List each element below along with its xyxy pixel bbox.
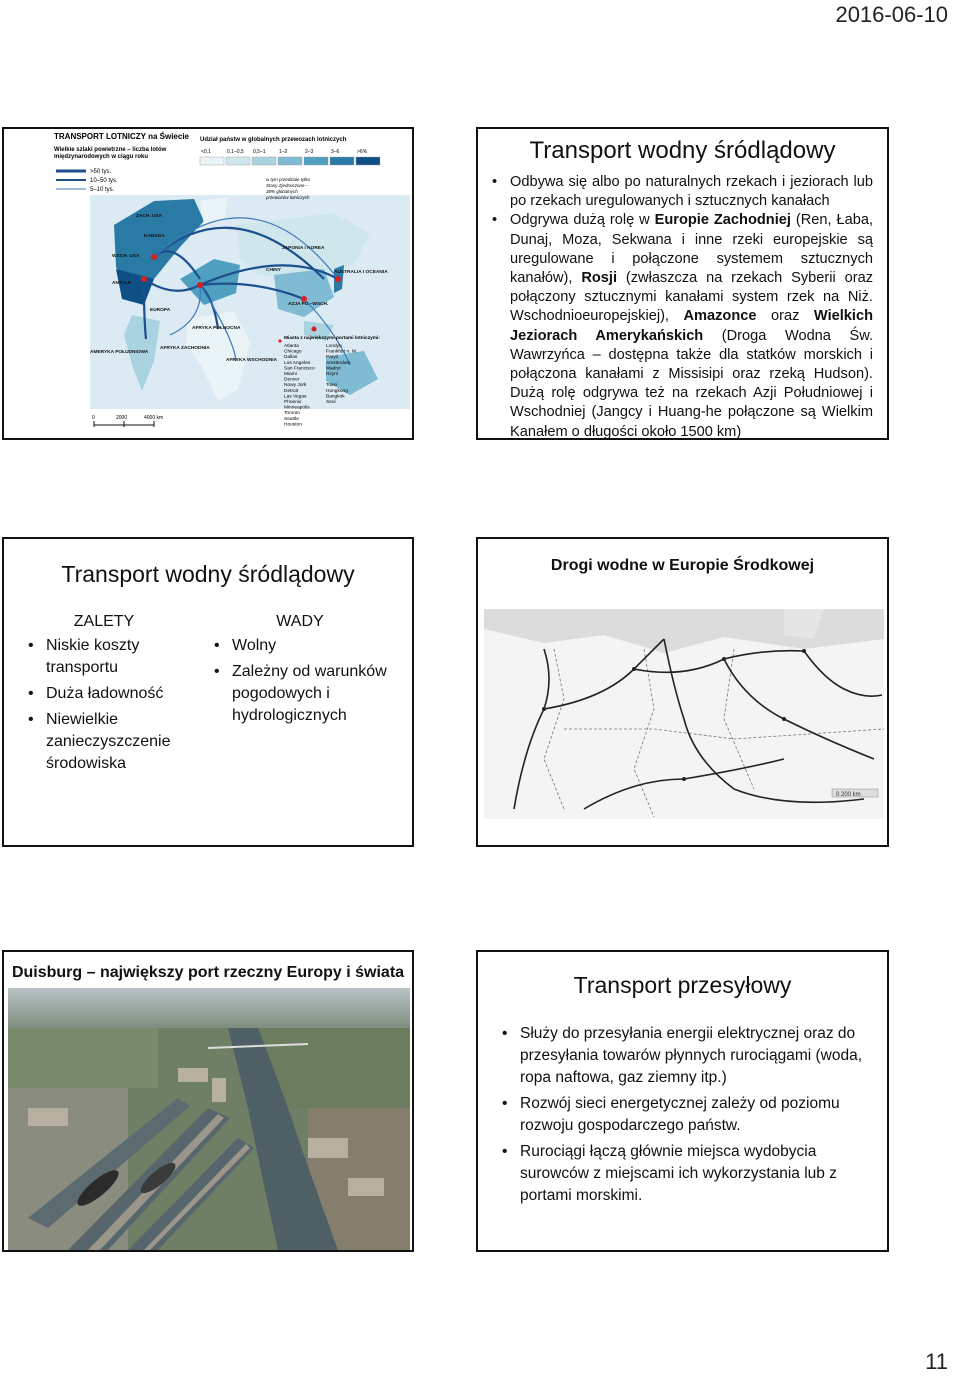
region-label: AUSTRALIA I OCEANIA (334, 270, 388, 275)
slide-title: Transport przesyłowy (573, 972, 792, 998)
slide-title: Transport wodny śródlądowy (529, 137, 836, 164)
text-segment: (Ren, Łaba, Dunaj, Moza, Sekwana i inne rzeki europejskie są uregulowane i połączone systemem sztucznych kanałów), (510, 212, 873, 287)
city-name: Denver (284, 377, 300, 383)
share-legend-label: 0,5–1 (253, 149, 266, 155)
text-segment: (zwłaszcza na rzekach Syberii oraz połączony sztucznymi kanałami system rzek na Niż. Wschodnioeuropejskiej), (510, 270, 873, 325)
emphasized-text: Wielkich Jeziorach Amerykańskich (510, 308, 873, 344)
city-name: Rzym (326, 372, 339, 377)
region-label: ZACH. USA (136, 214, 163, 219)
region-label: AMERYKA POŁUDNIOWA (90, 350, 149, 355)
slide-pros-cons (2, 537, 414, 847)
emphasized-text: Rosji (581, 270, 618, 287)
region-label: AFRYKA ZACHODNIA (160, 346, 210, 351)
scale-label: 4000 km (144, 415, 164, 421)
waterways-map (484, 609, 884, 819)
list-item: • Rozwój sieci energetycznej zależy od poziomu rozwoju gospodarczego państw. (498, 1093, 869, 1137)
region-label: AFRYKA WSCHODNIA (226, 358, 278, 363)
region-label: AZJA PD.–WSCH. (288, 302, 329, 307)
slide-air-transport-map (2, 127, 414, 440)
share-legend-label: 2–3 (305, 149, 314, 155)
city-name: Detroit (284, 388, 299, 394)
slide-title: Drogi wodne w Europie Środkowej (550, 557, 815, 574)
text-segment: (Droga Wodna Św. Wawrzyńca – dostępna także dla statków morskich i połączona kanałami z Missisipi oraz rzeką Hudson). Dużą rolę odgrywa też na rzekach Azji Południowej i Wschodniej (Jangcy i Huang-he połączone są Wielkim Kanałem o długości około 1500 km) (510, 327, 873, 440)
slide-duisburg-port (2, 950, 414, 1252)
slide-central-europe-waterways (476, 537, 889, 847)
list-item: • Rurociągi łączą głównie miejsca wydobycia surowców z miejscami ich wykorzystania lub z portami morskimi. (498, 1141, 869, 1207)
city-name: Londyn (326, 344, 342, 349)
slide-transmission-transport (476, 950, 889, 1252)
city-name: Seul (326, 400, 336, 405)
region-label: WSCH. USA (112, 254, 140, 259)
list-item: • Zależny od warunków pogodowych i hydrologicznych (210, 661, 390, 727)
duisburg-aerial-photo (8, 988, 410, 1250)
bullet-list (488, 173, 873, 440)
region-label: ANTYLE (112, 281, 132, 286)
scale-label: 2000 (116, 415, 128, 421)
us-note: w tym przedziale tylko Stany Zjednoczone – 38% globalnych przewozów lotniczych (266, 177, 311, 200)
region-label: KANADA (144, 234, 165, 239)
routes-legend-item: 5–10 tys. (90, 187, 115, 193)
list-item: • Niskie koszty transportu (24, 635, 184, 679)
city-name: Dallas (284, 355, 298, 361)
routes-legend-item: 10–50 tys. (90, 178, 118, 184)
city-name: Bangkok (326, 394, 345, 400)
share-legend-label: <0,1 (201, 149, 211, 155)
cons-heading: WADY (276, 613, 324, 630)
emphasized-text: Amazonce (683, 308, 757, 325)
city-name: San Francisco (284, 366, 315, 372)
list-item: • Wolny (210, 635, 390, 657)
air-transport-world-map (4, 129, 412, 438)
city-name: Los Angeles (284, 360, 311, 366)
cons-column (210, 611, 390, 731)
slide-title: Duisburg – największy port rzeczny Europy i świata (11, 964, 405, 981)
share-legend-swatch (278, 157, 302, 165)
routes-legend-title: Wielkie szlaki powietrzne – liczba lotów międzynarodowych w ciągu roku (54, 147, 167, 160)
list-item: • Niewielkie zanieczyszczenie środowiska (24, 709, 184, 775)
city-name: Las Vegas (284, 394, 307, 400)
page-date: 2016-06-10 (835, 2, 948, 27)
share-legend-swatch (356, 157, 380, 165)
region-label: JAPONIA I KOREA (282, 246, 325, 251)
share-legend-label: >6% (357, 149, 368, 155)
cities-title: Miasta z największymi portami lotniczymi: (284, 336, 380, 341)
city-name: Nowy Jork (284, 383, 307, 389)
page-number: 11 (925, 1349, 948, 1374)
share-legend-title: Udział państw w globalnych przewozach lotniczych (200, 137, 347, 143)
share-legend-swatch (226, 157, 250, 165)
routes-legend-item: >50 tys. (90, 169, 112, 175)
share-legend-swatch (330, 157, 354, 165)
city-name: Phoenix (284, 400, 302, 405)
scale-label: 0 (92, 415, 95, 421)
map-scale-label: 0 200 km (836, 792, 861, 798)
city-name: Miami (284, 372, 297, 377)
city-name: Madryt (326, 366, 341, 372)
city-name: Paryż (326, 355, 339, 361)
share-legend-swatch (304, 157, 328, 165)
city-name: Hongkong (326, 388, 348, 394)
emphasized-text: Europie Zachodniej (654, 212, 791, 229)
list-item: • Służy do przesyłania energii elektrycznej oraz do przesyłania towarów płynnych rurociągami (woda, ropa naftowa, gaz ziemny itp.) (498, 1023, 869, 1089)
share-legend-label: 3–6 (331, 149, 340, 155)
city-name: Chicago (284, 349, 302, 355)
slide-inland-water-transport (476, 127, 889, 440)
text-segment: oraz (756, 308, 814, 325)
city-name: Seattle (284, 416, 299, 422)
share-legend-label: 1–2 (279, 149, 288, 155)
city-name: Minneapolis (284, 405, 310, 411)
pros-heading: ZALETY (73, 613, 135, 630)
city-name: Tokio (326, 383, 338, 389)
region-label: AFRYKA PÓŁNOCNA (192, 326, 241, 331)
text-segment: Odbywa się albo po naturalnych rzekach i jeziorach lub po rzekach uregulowanych i sztucznych kanałach (510, 174, 873, 210)
pros-column (24, 611, 184, 779)
share-legend-swatch (200, 157, 224, 165)
share-legend-label: 0,1–0,5 (227, 149, 244, 155)
region-label: EUROPA (150, 308, 171, 313)
text-segment: Odgrywa dużą rolę w (510, 212, 655, 229)
city-name: Atlanta (284, 344, 299, 349)
slide-title: Transport wodny śródlądowy (61, 561, 355, 587)
city-name: Toronto (284, 411, 300, 417)
share-legend-swatch (252, 157, 276, 165)
map-title: TRANSPORT LOTNICZY na Świecie (54, 132, 189, 141)
city-name: Amsterdam (326, 360, 351, 366)
list-item (488, 173, 873, 211)
city-name: Frankfurt n. M. (326, 349, 358, 355)
city-name: Houston (284, 422, 302, 428)
region-label: CHINY (266, 268, 281, 273)
list-item (488, 211, 873, 440)
list-item: • Duża ładowność (24, 683, 184, 705)
